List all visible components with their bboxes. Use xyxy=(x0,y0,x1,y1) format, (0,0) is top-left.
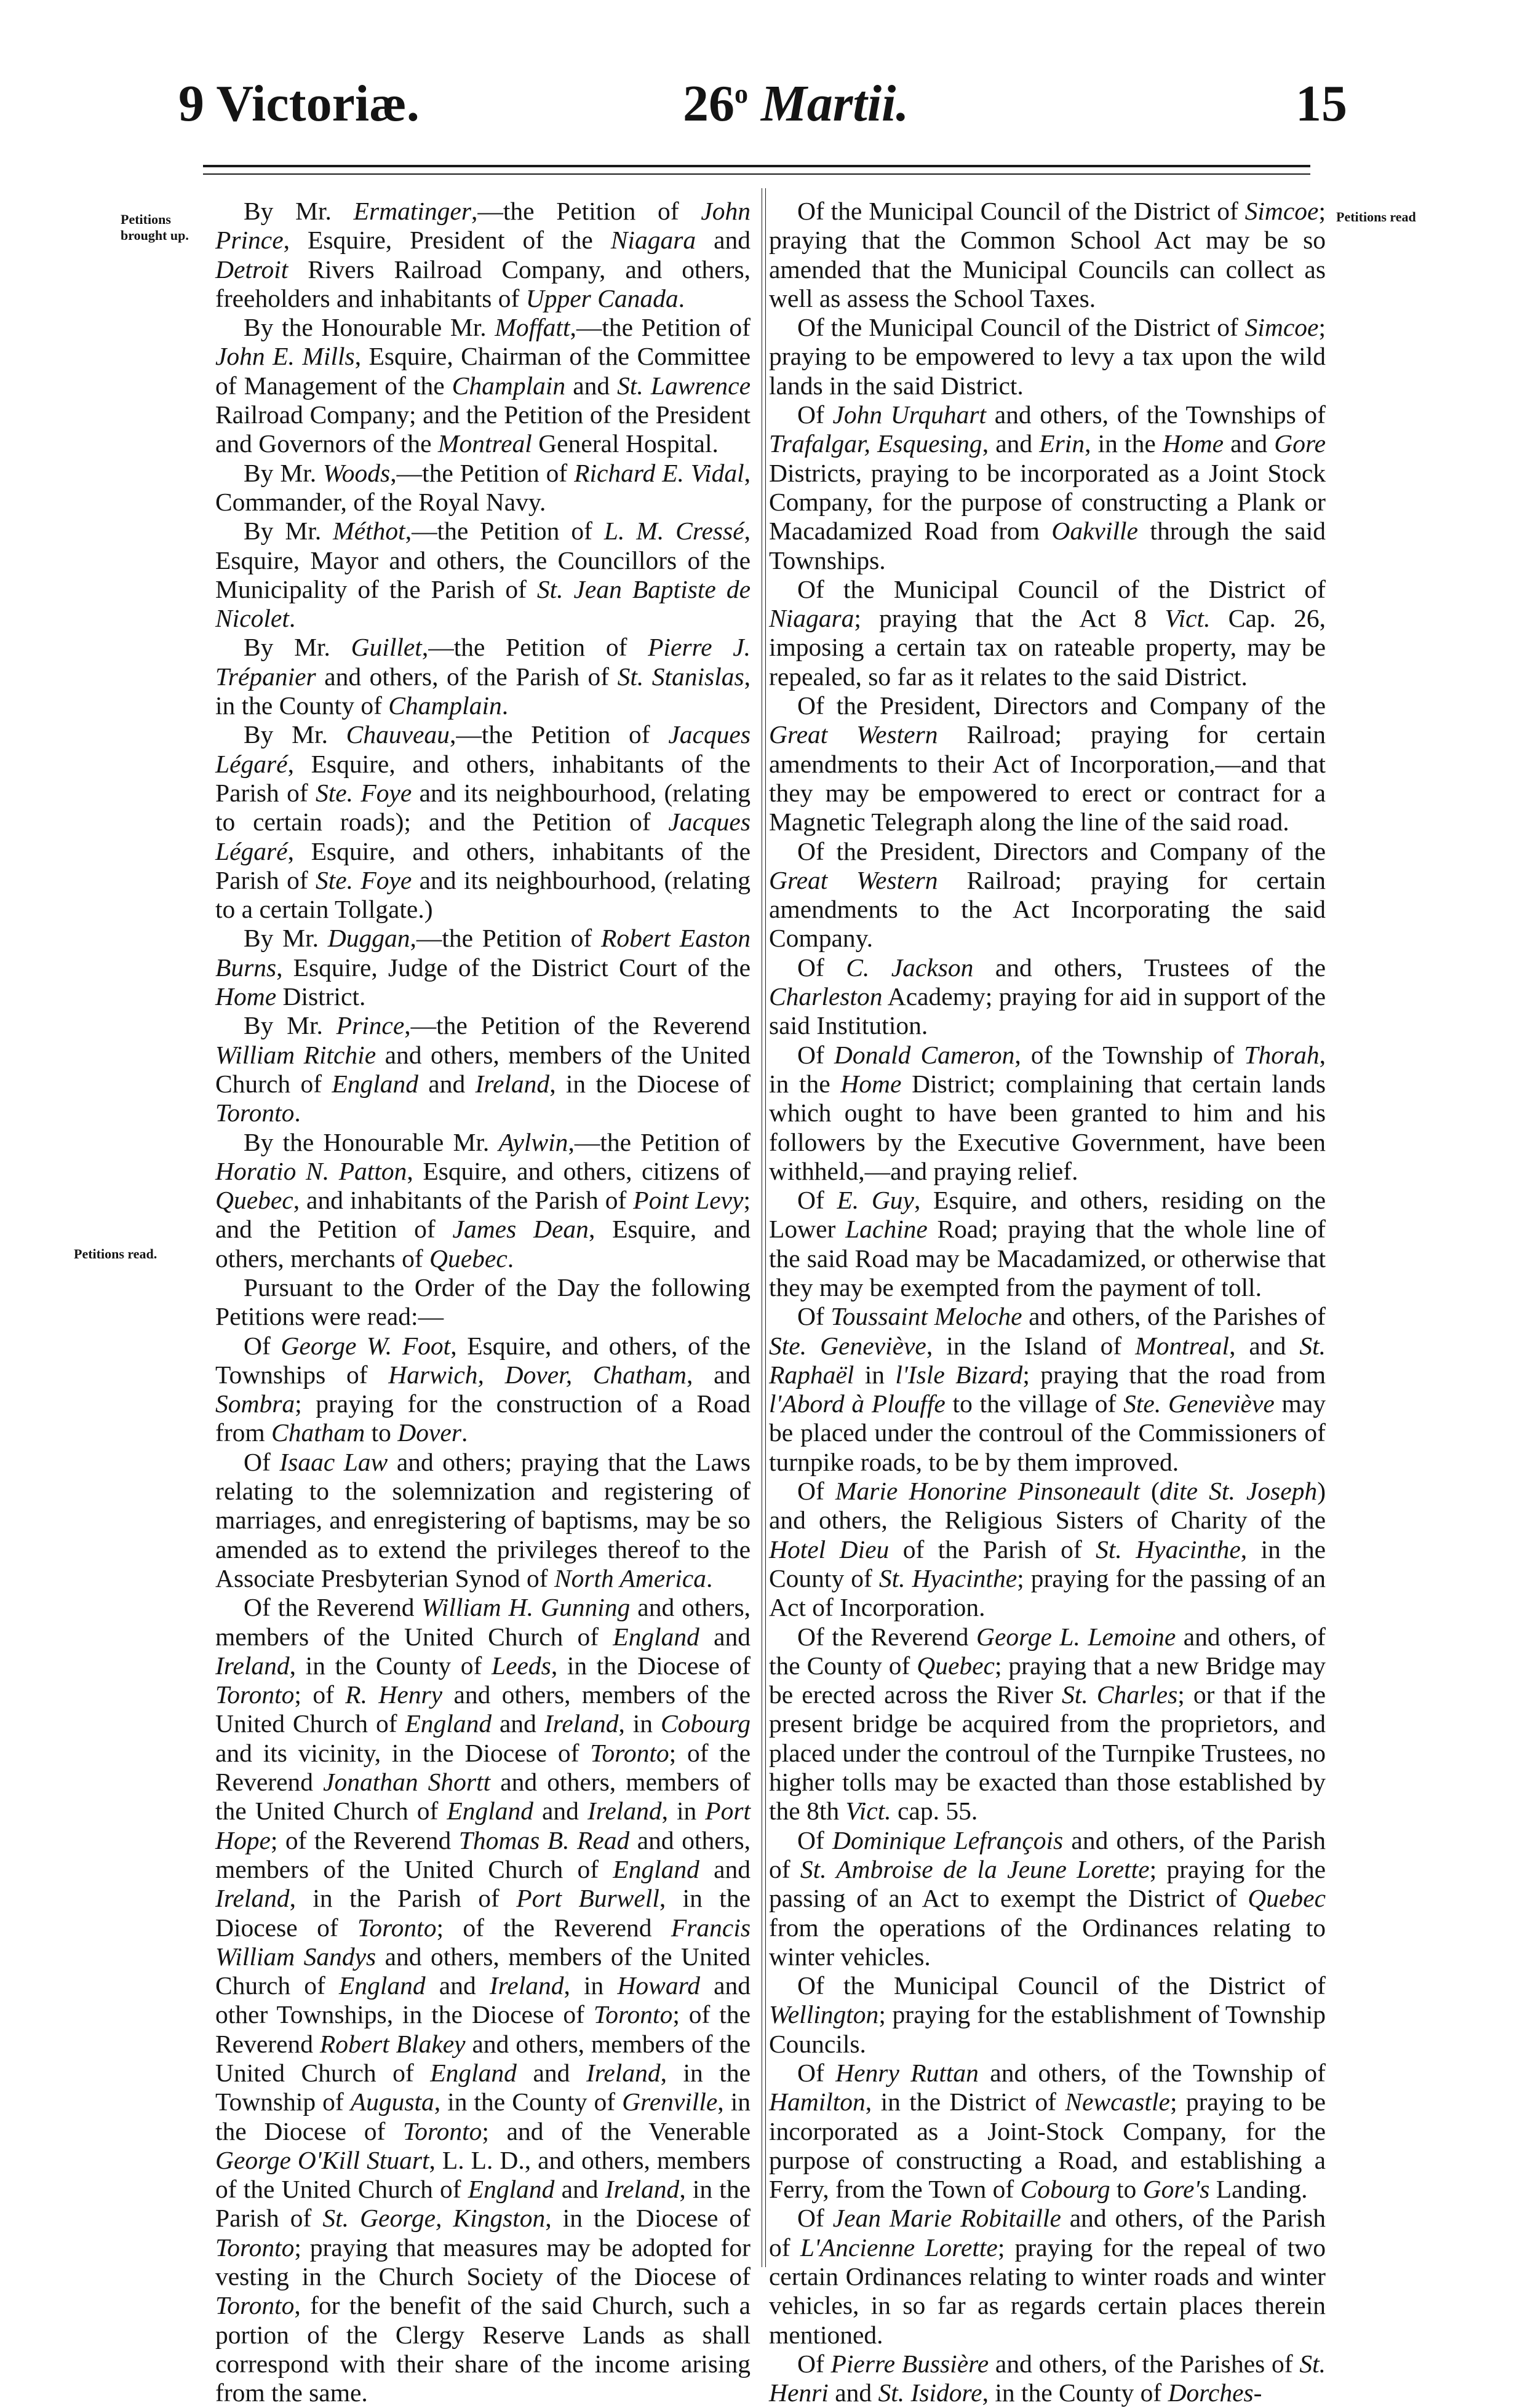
header-date xyxy=(683,74,909,133)
margin-note-petitions-read-right: Petitions read xyxy=(1336,209,1416,225)
paragraph: Of Marie Honorine Pinsoneault (dite St. Joseph) and others, the Religious Sisters of Charity of the Hotel Dieu of the Parish of St. Hyacinthe, in the County of St. Hyacinthe; praying for the passing of an Act of Incorporation. xyxy=(769,1477,1326,1622)
margin-note-line-1: Petitions xyxy=(121,212,171,227)
header-date-month: Martii. xyxy=(761,75,909,132)
paragraph: By the Honourable Mr. Aylwin,—the Petition of Horatio N. Patton, Esquire, and others, citizens of Quebec, and inhabitants of the Parish of Point Levy; and the Petition of James Dean, Esquire, and others, merchants of Quebec. xyxy=(215,1127,751,1273)
paragraph: By Mr. Woods,—the Petition of Richard E. Vidal, Commander, of the Royal Navy. xyxy=(215,458,751,516)
paragraph: By Mr. Duggan,—the Petition of Robert Easton Burns, Esquire, Judge of the District Court of the Home District. xyxy=(215,924,751,1011)
paragraph: Of the President, Directors and Company of the Great Western Railroad; praying for certain amendments to their Act of Incorporation,—and that they may be empowered to erect or contract for a Magnetic Telegraph along the line of the said road. xyxy=(769,691,1326,836)
paragraph: Of George W. Foot, Esquire, and others, of the Townships of Harwich, Dover, Chatham, and Sombra; praying for the construction of a Road from Chatham to Dover. xyxy=(215,1331,751,1447)
column-divider xyxy=(762,188,766,2267)
margin-note-line-2: brought up. xyxy=(121,228,189,244)
right-column xyxy=(769,197,1326,2408)
header-date-day: 26 xyxy=(683,75,735,132)
paragraph: By Mr. Méthot,—the Petition of L. M. Cressé, Esquire, Mayor and others, the Councillors of the Municipality of the Parish of St. Jean Baptiste de Nicolet. xyxy=(215,517,751,633)
paragraph: By the Honourable Mr. Moffatt,—the Petition of John E. Mills, Esquire, Chairman of the Committee of Management of the Champlain and St. Lawrence Railroad Company; and the Petition of the President and Governors of the Montreal General Hospital. xyxy=(215,313,751,458)
paragraph: Pursuant to the Order of the Day the following Petitions were read:— xyxy=(215,1273,751,1331)
margin-note-petitions-read-left: Petitions read. xyxy=(74,1246,157,1262)
header-rule-thin xyxy=(203,173,1310,175)
paragraph: Of Donald Cameron, of the Township of Thorah, in the Home District; complaining that certain lands which ought to have been granted to him and his followers by the Executive Government, have been withheld,—and praying relief. xyxy=(769,1040,1326,1185)
margin-note-petitions-brought xyxy=(121,212,189,244)
paragraph: Of Toussaint Meloche and others, of the Parishes of Ste. Geneviève, in the Island of Montreal, and St. Raphaël in l'Isle Bizard; praying that the road from l'Abord à Plouffe to the village of Ste. Geneviève may be placed under the controul of the Commissioners of turnpike roads, to be by them improved. xyxy=(769,1302,1326,1476)
running-header xyxy=(178,74,1347,154)
header-rule-thick xyxy=(203,165,1310,167)
paragraph: Of Jean Marie Robitaille and others, of the Parish of L'Ancienne Lorette; praying for the repeal of two certain Ordinances relating to winter roads and winter vehicles, in so far as regards certain places therein mentioned. xyxy=(769,2204,1326,2349)
left-column xyxy=(215,197,751,2408)
paragraph: Of the Municipal Council of the District of Simcoe; praying to be empowered to levy a tax upon the wild lands in the said District. xyxy=(769,313,1326,400)
paragraph: Of E. Guy, Esquire, and others, residing on the Lower Lachine Road; praying that the whole line of the said Road may be Macadamized, or otherwise that they may be exempted from the payment of toll. xyxy=(769,1186,1326,1301)
paragraph: By Mr. Chauveau,—the Petition of Jacques Légaré, Esquire, and others, inhabitants of the Parish of Ste. Foye and its neighbourhood, (relating to certain roads); and the Petition of Jacques Légaré, Esquire, and others, inhabitants of the Parish of Ste. Foye and its neighbourhood, (relating to a certain Tollgate.) xyxy=(215,720,751,924)
paragraph: Of Pierre Bussière and others, of the Parishes of St. Henri and St. Isidore, in the County of Dorches- xyxy=(769,2349,1326,2407)
paragraph: By Mr. Prince,—the Petition of the Reverend William Ritchie and others, members of the United Church of England and Ireland, in the Diocese of Toronto. xyxy=(215,1011,751,1127)
paragraph: Of Henry Ruttan and others, of the Township of Hamilton, in the District of Newcastle; praying to be incorporated as a Joint-Stock Company, for the purpose of constructing a Road, and establishing a Ferry, from the Town of Cobourg to Gore's Landing. xyxy=(769,2059,1326,2204)
paragraph: Of C. Jackson and others, Trustees of the Charleston Academy; praying for aid in support of the said Institution. xyxy=(769,953,1326,1040)
paragraph: Of the President, Directors and Company of the Great Western Railroad; praying for certain amendments to the Act Incorporating the said Company. xyxy=(769,836,1326,953)
header-date-sup: o xyxy=(735,79,748,109)
paragraph: Of the Municipal Council of the District of Wellington; praying for the establishment of Township Councils. xyxy=(769,1971,1326,2058)
paragraph: By Mr. Ermatinger,—the Petition of John Prince, Esquire, President of the Niagara and Detroit Rivers Railroad Company, and others, freeholders and inhabitants of Upper Canada. xyxy=(215,197,751,312)
page-number: 15 xyxy=(1296,75,1347,132)
paragraph: Of the Reverend William H. Gunning and others, members of the United Church of England and Ireland, in the County of Leeds, in the Diocese of Toronto; of R. Henry and others, members of the United Church of England and Ireland, in Cobourg and its vicinity, in the Diocese of Toronto; of the Reverend Jonathan Shortt and others, members of the United Church of England and Ireland, in Port Hope; of the Reverend Thomas B. Read and others, members of the United Church of England and Ireland, in the Parish of Port Burwell, in the Diocese of Toronto; of the Reverend Francis William Sandys and others, members of the United Church of England and Ireland, in Howard and other Townships, in the Diocese of Toronto; of the Reverend Robert Blakey and others, members of the United Church of England and Ireland, in the Township of Augusta, in the County of Grenville, in the Diocese of Toronto; and of the Venerable George O'Kill Stuart, L. L. D., and others, members of the United Church of England and Ireland, in the Parish of St. George, Kingston, in the Diocese of Toronto; praying that measures may be adopted for vesting in the Church Society of the Diocese of Toronto, for the benefit of the said Church, such a portion of the Clergy Reserve Lands as shall correspond with their share of the income arising from the same. xyxy=(215,1593,751,2407)
paragraph: Of the Municipal Council of the District of Simcoe; praying that the Common School Act may be so amended that the Municipal Councils can collect as well as assess the School Taxes. xyxy=(769,197,1326,312)
paragraph: Of the Municipal Council of the District of Niagara; praying that the Act 8 Vict. Cap. 26, imposing a certain tax on rateable property, may be repealed, so far as it relates to the said District. xyxy=(769,574,1326,691)
paragraph: Of Isaac Law and others; praying that the Laws relating to the solemnization and registering of marriages, and enregistering of baptisms, may be so amended as to extend the privileges thereof to the Associate Presbyterian Synod of North America. xyxy=(215,1447,751,1592)
paragraph: By Mr. Guillet,—the Petition of Pierre J. Trépanier and others, of the Parish of St. Stanislas, in the County of Champlain. xyxy=(215,633,751,720)
paragraph: Of Dominique Lefrançois and others, of the Parish of St. Ambroise de la Jeune Lorette; praying for the passing of an Act to exempt the District of Quebec from the operations of the Ordinances relating to winter vehicles. xyxy=(769,1826,1326,1971)
paragraph: Of John Urquhart and others, of the Townships of Trafalgar, Esquesing, and Erin, in the Home and Gore Districts, praying to be incorporated as a Joint Stock Company, for the purpose of constructing a Plank or Macadamized Road from Oakville through the said Townships. xyxy=(769,400,1326,574)
header-regnal-year: 9 Victoriæ. xyxy=(178,75,420,132)
paragraph: Of the Reverend George L. Lemoine and others, of the County of Quebec; praying that a new Bridge may be erected across the River St. Charles; or that if the present bridge be acquired from the proprietors, and placed under the controul of the Turnpike Trustees, no higher tolls may be exacted than those established by the 8th Vict. cap. 55. xyxy=(769,1622,1326,1826)
